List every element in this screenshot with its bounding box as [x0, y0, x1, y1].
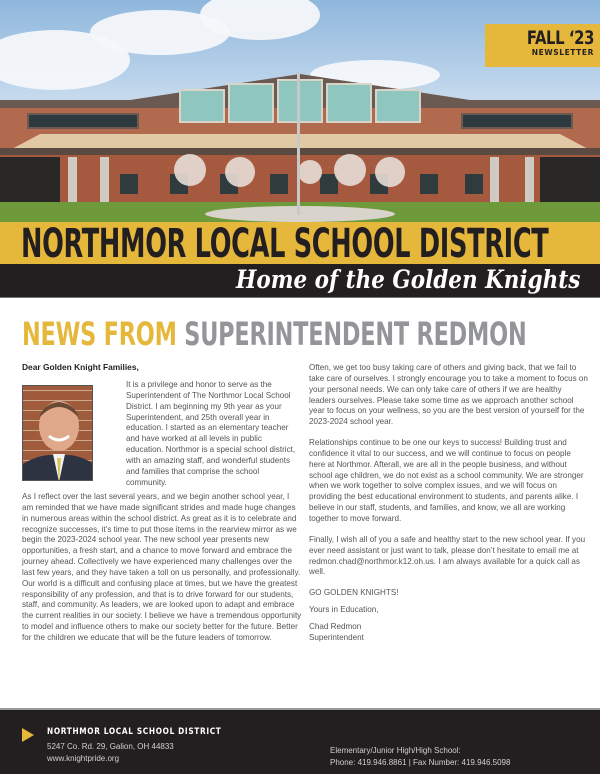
footer-district-name: NORTHMOR LOCAL SCHOOL DISTRICT	[47, 727, 222, 737]
signer-title: Superintendent	[309, 632, 364, 642]
footer-phone-fax: Phone: 419.946.8861 | Fax Number: 419.946.5098	[330, 758, 511, 767]
headline-part2: SUPERINTENDENT REDMON	[184, 315, 527, 353]
issue-label: NEWSLETTER	[531, 48, 594, 57]
footer-contact-block	[330, 745, 510, 769]
letter-left-column	[22, 492, 302, 654]
letter-closing: Yours in Education,	[309, 605, 379, 615]
footer	[0, 708, 600, 774]
letter-paragraph-2: As I reflect over the last several years, and we begin another school year, I am reminded that we have made significant strides and made huge changes in numerous areas within the school district. As great as it is to celebrate and recognize successes, it’s time to put those items in the rearview mirror as we begin the 2023-2024 school year. The new school year presents new opportunities, a fresh start, and a chance to move forward and embrace the journey ahead. Collectively we have experienced many challenges over the last few years, and they have taken a toll on us personally, and professionally. Our world is a difficult and confusing place at times, but we have the greatest responsibility of any profession, and that is to drive forward for our students, staff, and community. As leaders, we are looked upon to adapt and embrace the current realities in our society. I believe we have a tremendous opportunity to model and influence others to make our society better for the future. Better for the children we educate that will be the future leaders of tomorrow.	[22, 492, 302, 642]
letter-paragraph-3: Often, we get too busy taking care of others and giving back, that we fail to take care of ourselves. I strongly encourage you to take a moment to focus on your personal needs. We can only take care of others if we are healthy leaders ourselves. Please take some time as we approach another school year to focus on your wellness, so you are the best version of yourself for the 2023-2024 school year.	[309, 363, 588, 427]
footer-address: 5247 Co. Rd. 29, Galion, OH 44833	[47, 742, 174, 751]
letter-paragraph-1: It is a privilege and honor to serve as the Superintendent of The Northmor Local School District. I am beginning my 9th year as your Superintendent, and 25th overall year in education. I started as an elementary teacher and have worked at all levels in public education. Northmor is a special school district, with an amazing staff, and wonderful students and families that comprise the school community.	[126, 380, 296, 487]
masthead-tagline-band	[0, 264, 600, 298]
letter-salutation: Dear Golden Knight Families,	[22, 362, 139, 372]
district-title: NORTHMOR LOCAL SCHOOL DISTRICT	[21, 222, 549, 264]
letter-paragraph-4: Relationships continue to be one our keys to success! Building trust and confidence it vital to our success, and we will continue to focus on people here at Northmor. Afterall, we are all in the people business, and without school age children, we do not exist as a school community. We are stronger when we work together to solve complex issues, and we will focus on providing the best educational environment to students, and parents alike. I believe in our staff, students, and families, and know, we all are working together to move forward.	[309, 438, 584, 523]
letter-right-column	[309, 363, 589, 644]
footer-schools: Elementary/Junior High/High School:	[330, 746, 461, 755]
footer-address-block	[47, 741, 174, 765]
portrait-icon	[23, 386, 93, 481]
page-headline	[22, 314, 527, 354]
issue-season: FALL ‘23	[526, 27, 594, 49]
play-arrow-icon	[22, 728, 34, 742]
superintendent-photo	[22, 385, 93, 481]
signer-name: Chad Redmon	[309, 621, 362, 631]
district-tagline: Home of the Golden Knights	[235, 265, 580, 294]
letter-intro	[126, 380, 301, 498]
issue-badge	[485, 24, 600, 67]
headline-part1: NEWS FROM	[22, 315, 177, 353]
letter-paragraph-5: Finally, I wish all of you a safe and healthy start to the new school year. If you ever need assistant or just want to talk, please don’t hesitate to email me at redmon.chad@northmor.k12.oh.us. I am always available for a quick call as well.	[309, 534, 586, 577]
school-building-illustration	[0, 72, 600, 222]
footer-website-link[interactable]: www.knightpride.org	[47, 754, 120, 763]
hero-photo	[0, 0, 600, 222]
letter-cheer: GO GOLDEN KNIGHTS!	[309, 588, 399, 598]
masthead-title-band	[0, 222, 600, 264]
